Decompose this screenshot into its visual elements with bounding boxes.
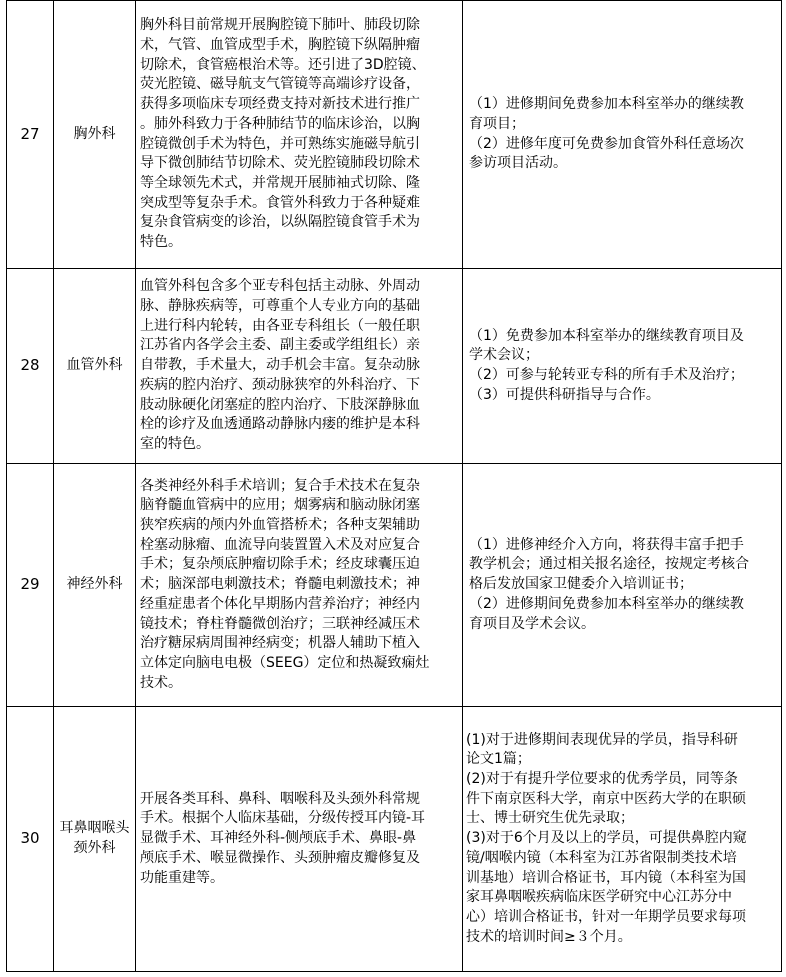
text-line: 荧光腔镜、磁导航支气管镜等高端诊疗设备， [140, 76, 420, 93]
text-line: 手术；复杂颅底肿瘤切除手术；经皮球囊压迫 [140, 556, 420, 573]
text-line: 导下微创肺结节切除术、荧光腔镜肺段切除术 [140, 155, 420, 172]
table-row [7, 1, 782, 269]
text-line: 件下南京医科大学，南京中医药大学的在职硕 [466, 790, 746, 807]
department-name [54, 1, 136, 269]
text-line: (1)对于进修期间表现优异的学员，指导科研 [466, 731, 738, 748]
row-number: 27 [7, 1, 54, 269]
text-line: 胸外科目前常规开展胸腔镜下肺叶、肺段切除 [140, 17, 420, 34]
trainee-benefits [463, 707, 782, 972]
text-line: 肢动脉硬化闭塞症的腔内治疗、下肢深静脉血 [140, 396, 420, 413]
text-line: 镜技术；脊柱脊髓微创治疗；三联神经减压术 [140, 615, 420, 632]
text-line: 心）培训合格证书，针对一年期学员要求每项 [466, 908, 746, 925]
text-line: 训基地）培训合格证书，耳内镜（本科室为国 [466, 869, 746, 886]
training-content [136, 1, 463, 269]
training-table [6, 0, 782, 972]
department-name [54, 707, 136, 972]
text-line: 血管外科包含多个亚专科包括主动脉、外周动 [140, 278, 420, 295]
text-line: 技术的培训时间≥３个月。 [466, 928, 632, 945]
table-row [7, 269, 782, 464]
text-line: (3)对于6个月及以上的学员，可提供鼻腔内窥 [466, 830, 747, 847]
row-number: 28 [7, 269, 54, 464]
text-line: 士、博士研究生优先录取； [466, 810, 634, 827]
text-line: （1）进修神经介入方向，将获得丰富手把手 [469, 536, 744, 553]
text-line: 显微手术、耳神经外科-侧颅底手术、鼻眼-鼻 [140, 830, 417, 847]
text-line: 育项目及学术会议。 [469, 615, 595, 632]
text-line: (2)对于有提升学位要求的优秀学员，同等条 [466, 771, 738, 788]
row-number: 29 [7, 464, 54, 707]
text-line: 等全球领先术式，并常规开展肺袖式切除、隆 [140, 174, 420, 191]
text-line: 学术会议； [469, 347, 539, 364]
training-content [136, 269, 463, 464]
department-name [54, 464, 136, 707]
text-line: 耳鼻咽喉头 [59, 820, 130, 837]
text-line: 格后发放国家卫健委介入培训证书； [469, 576, 693, 593]
text-line: 室的特色。 [140, 435, 210, 452]
text-line: 胸外科 [73, 125, 116, 142]
text-line: 各类神经外科手术培训；复合手术技术在复杂 [140, 477, 420, 494]
text-line: 开展各类耳科、鼻科、咽喉科及头颈外科常规 [140, 790, 420, 807]
text-line: 颅底手术、喉显微操作、头颈肿瘤皮瓣修复及 [140, 849, 420, 866]
trainee-benefits [463, 269, 782, 464]
text-line: 自带教，手术量大，动手机会丰富。复杂动脉 [140, 357, 420, 374]
text-line: 。肺外科致力于各种肺结节的临床诊治，以胸 [140, 115, 420, 132]
text-line: 经重症患者个体化早期肠内营养治疗；神经内 [140, 595, 420, 612]
text-line: 栓塞动脉瘤、血流导向装置置入术及对应复合 [140, 536, 420, 553]
trainee-benefits [463, 464, 782, 707]
department-name [54, 269, 136, 464]
text-line: 获得多项临床专项经费支持对新技术进行推广 [140, 96, 420, 113]
text-line: 狭窄疾病的颅内外血管搭桥术；各种支架辅助 [140, 517, 420, 534]
text-line: 腔镜微创手术为特色，并可熟练实施磁导航引 [140, 135, 420, 152]
text-line: 功能重建等。 [140, 869, 224, 886]
training-content [136, 707, 463, 972]
table-row [7, 707, 782, 972]
text-line: 江苏省内各学会主委、副主委或学组组长）亲 [140, 337, 420, 354]
text-line: 脑脊髓血管病中的应用；烟雾病和脑动脉闭塞 [140, 497, 420, 514]
text-line: 教学机会；通过相关报名途径，按规定考核合 [469, 556, 749, 573]
row-number: 30 [7, 707, 54, 972]
text-line: （2）进修期间免费参加本科室举办的继续教 [469, 595, 744, 612]
text-line: 手术。根据个人临床基础，分级传授耳内镜-耳 [140, 810, 426, 827]
text-line: 神经外科 [66, 576, 123, 593]
text-line: 术，气管、血管成型手术，胸腔镜下纵隔肿瘤 [140, 36, 420, 53]
table-row [7, 464, 782, 707]
text-line: 家耳鼻咽喉疾病临床医学研究中心江苏分中 [466, 889, 732, 906]
text-line: 疾病的腔内治疗、颈动脉狭窄的外科治疗、下 [140, 376, 420, 393]
text-line: 参访项目活动。 [469, 155, 567, 172]
text-line: （1）免费参加本科室举办的继续教育项目及 [469, 327, 744, 344]
trainee-benefits [463, 1, 782, 269]
text-line: 血管外科 [66, 357, 123, 374]
text-line: 论文1篇； [466, 751, 531, 768]
text-line: 镜/咽喉内镜（本科室为江苏省限制类技术培 [466, 849, 737, 866]
text-line: （3）可提供科研指导与合作。 [469, 386, 660, 403]
text-line: （2）进修年度可免费参加食管外科任意场次 [469, 135, 744, 152]
text-line: （1）进修期间免费参加本科室举办的继续教 [469, 96, 744, 113]
text-line: 颈外科 [73, 840, 116, 856]
text-line: 立体定向脑电电极（SEEG）定位和热凝致痫灶 [140, 654, 430, 671]
text-line: 突成型等复杂手术。食管外科致力于各种疑难 [140, 194, 420, 211]
text-line: 脉、静脉疾病等，可尊重个人专业方向的基础 [140, 298, 420, 315]
text-line: 育项目； [469, 115, 525, 132]
text-line: 术；脑深部电刺激技术；脊髓电刺激技术；神 [140, 576, 420, 593]
text-line: 切除术，食管癌根治术等。还引进了3D腔镜、 [140, 56, 426, 73]
training-content [136, 464, 463, 707]
text-line: 上进行科内轮转，由各亚专科组长（一般任职 [140, 317, 420, 334]
text-line: 治疗糖尿病周围神经病变；机器人辅助下植入 [140, 635, 420, 652]
text-line: 栓的诊疗及血透通路动静脉内瘘的维护是本科 [140, 416, 420, 433]
text-line: 复杂食管病变的诊治，以纵隔腔镜食管手术为 [140, 214, 420, 231]
text-line: （2）可参与轮转亚专科的所有手术及治疗； [469, 367, 744, 383]
text-line: 技术。 [140, 674, 182, 691]
text-line: 特色。 [140, 234, 182, 251]
